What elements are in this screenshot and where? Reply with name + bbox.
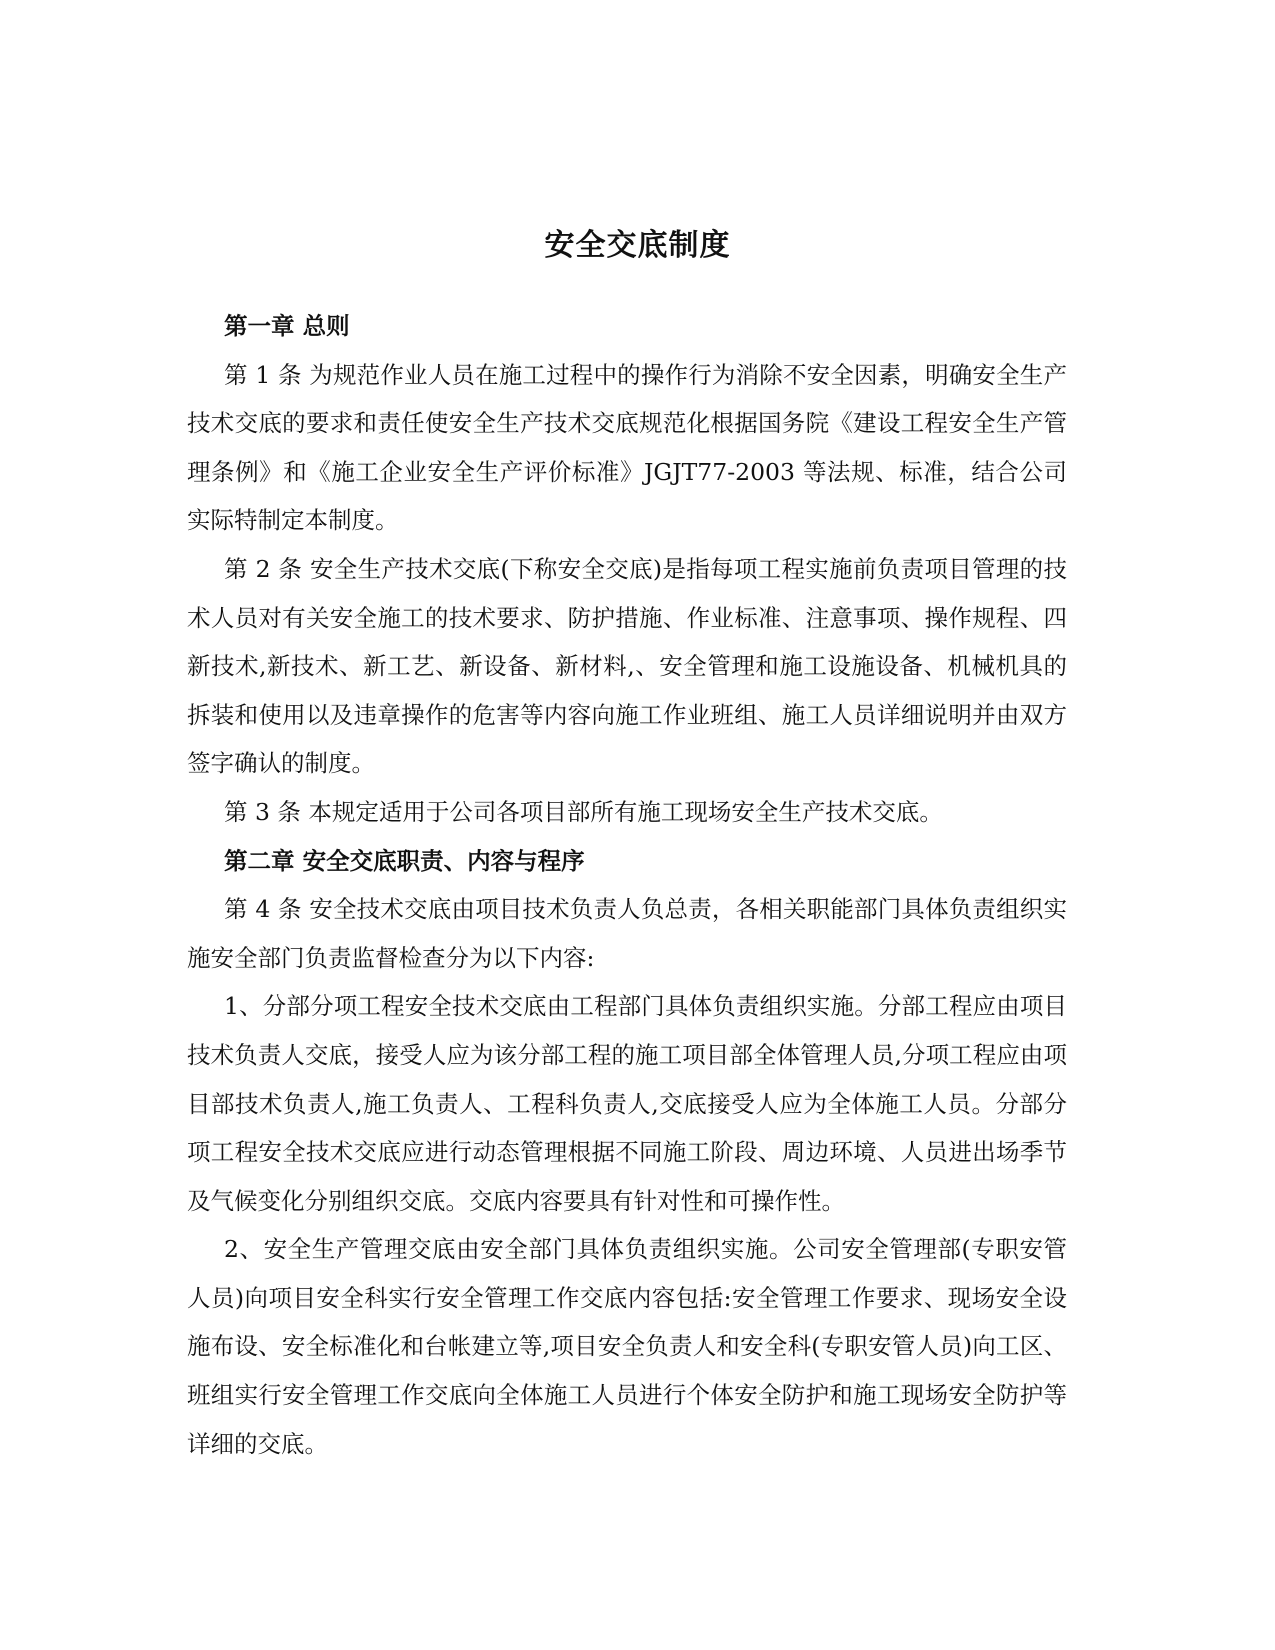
document-body [187, 302, 1067, 1468]
article-paragraph: 第 3 条 本规定适用于公司各项目部所有施工现场安全生产技术交底。 [224, 797, 943, 826]
list-item-paragraph: 1、分部分项工程安全技术交底由工程部门具体负责组织实施。分部工程应由项目技术负责人交底，接受人应为该分部工程的施工项目部全体管理人员,分项工程应由项目部技术负责人,施工负责人、工程科负责人,交底接受人应为全体施工人员。分部分项工程安全技术交底应进行动态管理根据不同施工阶段、周边环境、人员进出场季节及气候变化分别组织交底。交底内容要具有针对性和可操作性。 [187, 992, 1067, 1215]
document-title: 安全交底制度 [544, 228, 731, 263]
article-paragraph: 第 1 条 为规范作业人员在施工过程中的操作行为消除不安全因素，明确安全生产技术交底的要求和责任使安全生产技术交底规范化根据国务院《建设工程安全生产管理条例》和《施工企业安全生产评价标准》JGJT77-2003 等法规、标准，结合公司实际特制定本制度。 [187, 360, 1067, 535]
article-paragraph: 第 4 条 安全技术交底由项目技术负责人负总责，各相关职能部门具体负责组织实施安全部门负责监督检查分为以下内容: [187, 895, 1067, 972]
chapter-heading: 第二章 安全交底职责、内容与程序 [224, 846, 585, 875]
article-paragraph: 第 2 条 安全生产技术交底(下称安全交底)是指每项工程实施前负责项目管理的技术人员对有关安全施工的技术要求、防护措施、作业标准、注意事项、操作规程、四新技术,新技术、新工艺、新设备、新材料,、安全管理和施工设施设备、机械机具的拆装和使用以及违章操作的危害等内容向施工作业班组、施工人员详细说明并由双方签字确认的制度。 [187, 554, 1067, 778]
chapter-heading: 第一章 总则 [224, 312, 350, 340]
list-item-paragraph: 2、安全生产管理交底由安全部门具体负责组织实施。公司安全管理部(专职安管人员)向项目安全科实行安全管理工作交底内容包括:安全管理工作要求、现场安全设施布设、安全标准化和台帐建立等,项目安全负责人和安全科(专职安管人员)向工区、班组实行安全管理工作交底向全体施工人员进行个体安全防护和施工现场安全防护等详细的交底。 [187, 1235, 1067, 1458]
